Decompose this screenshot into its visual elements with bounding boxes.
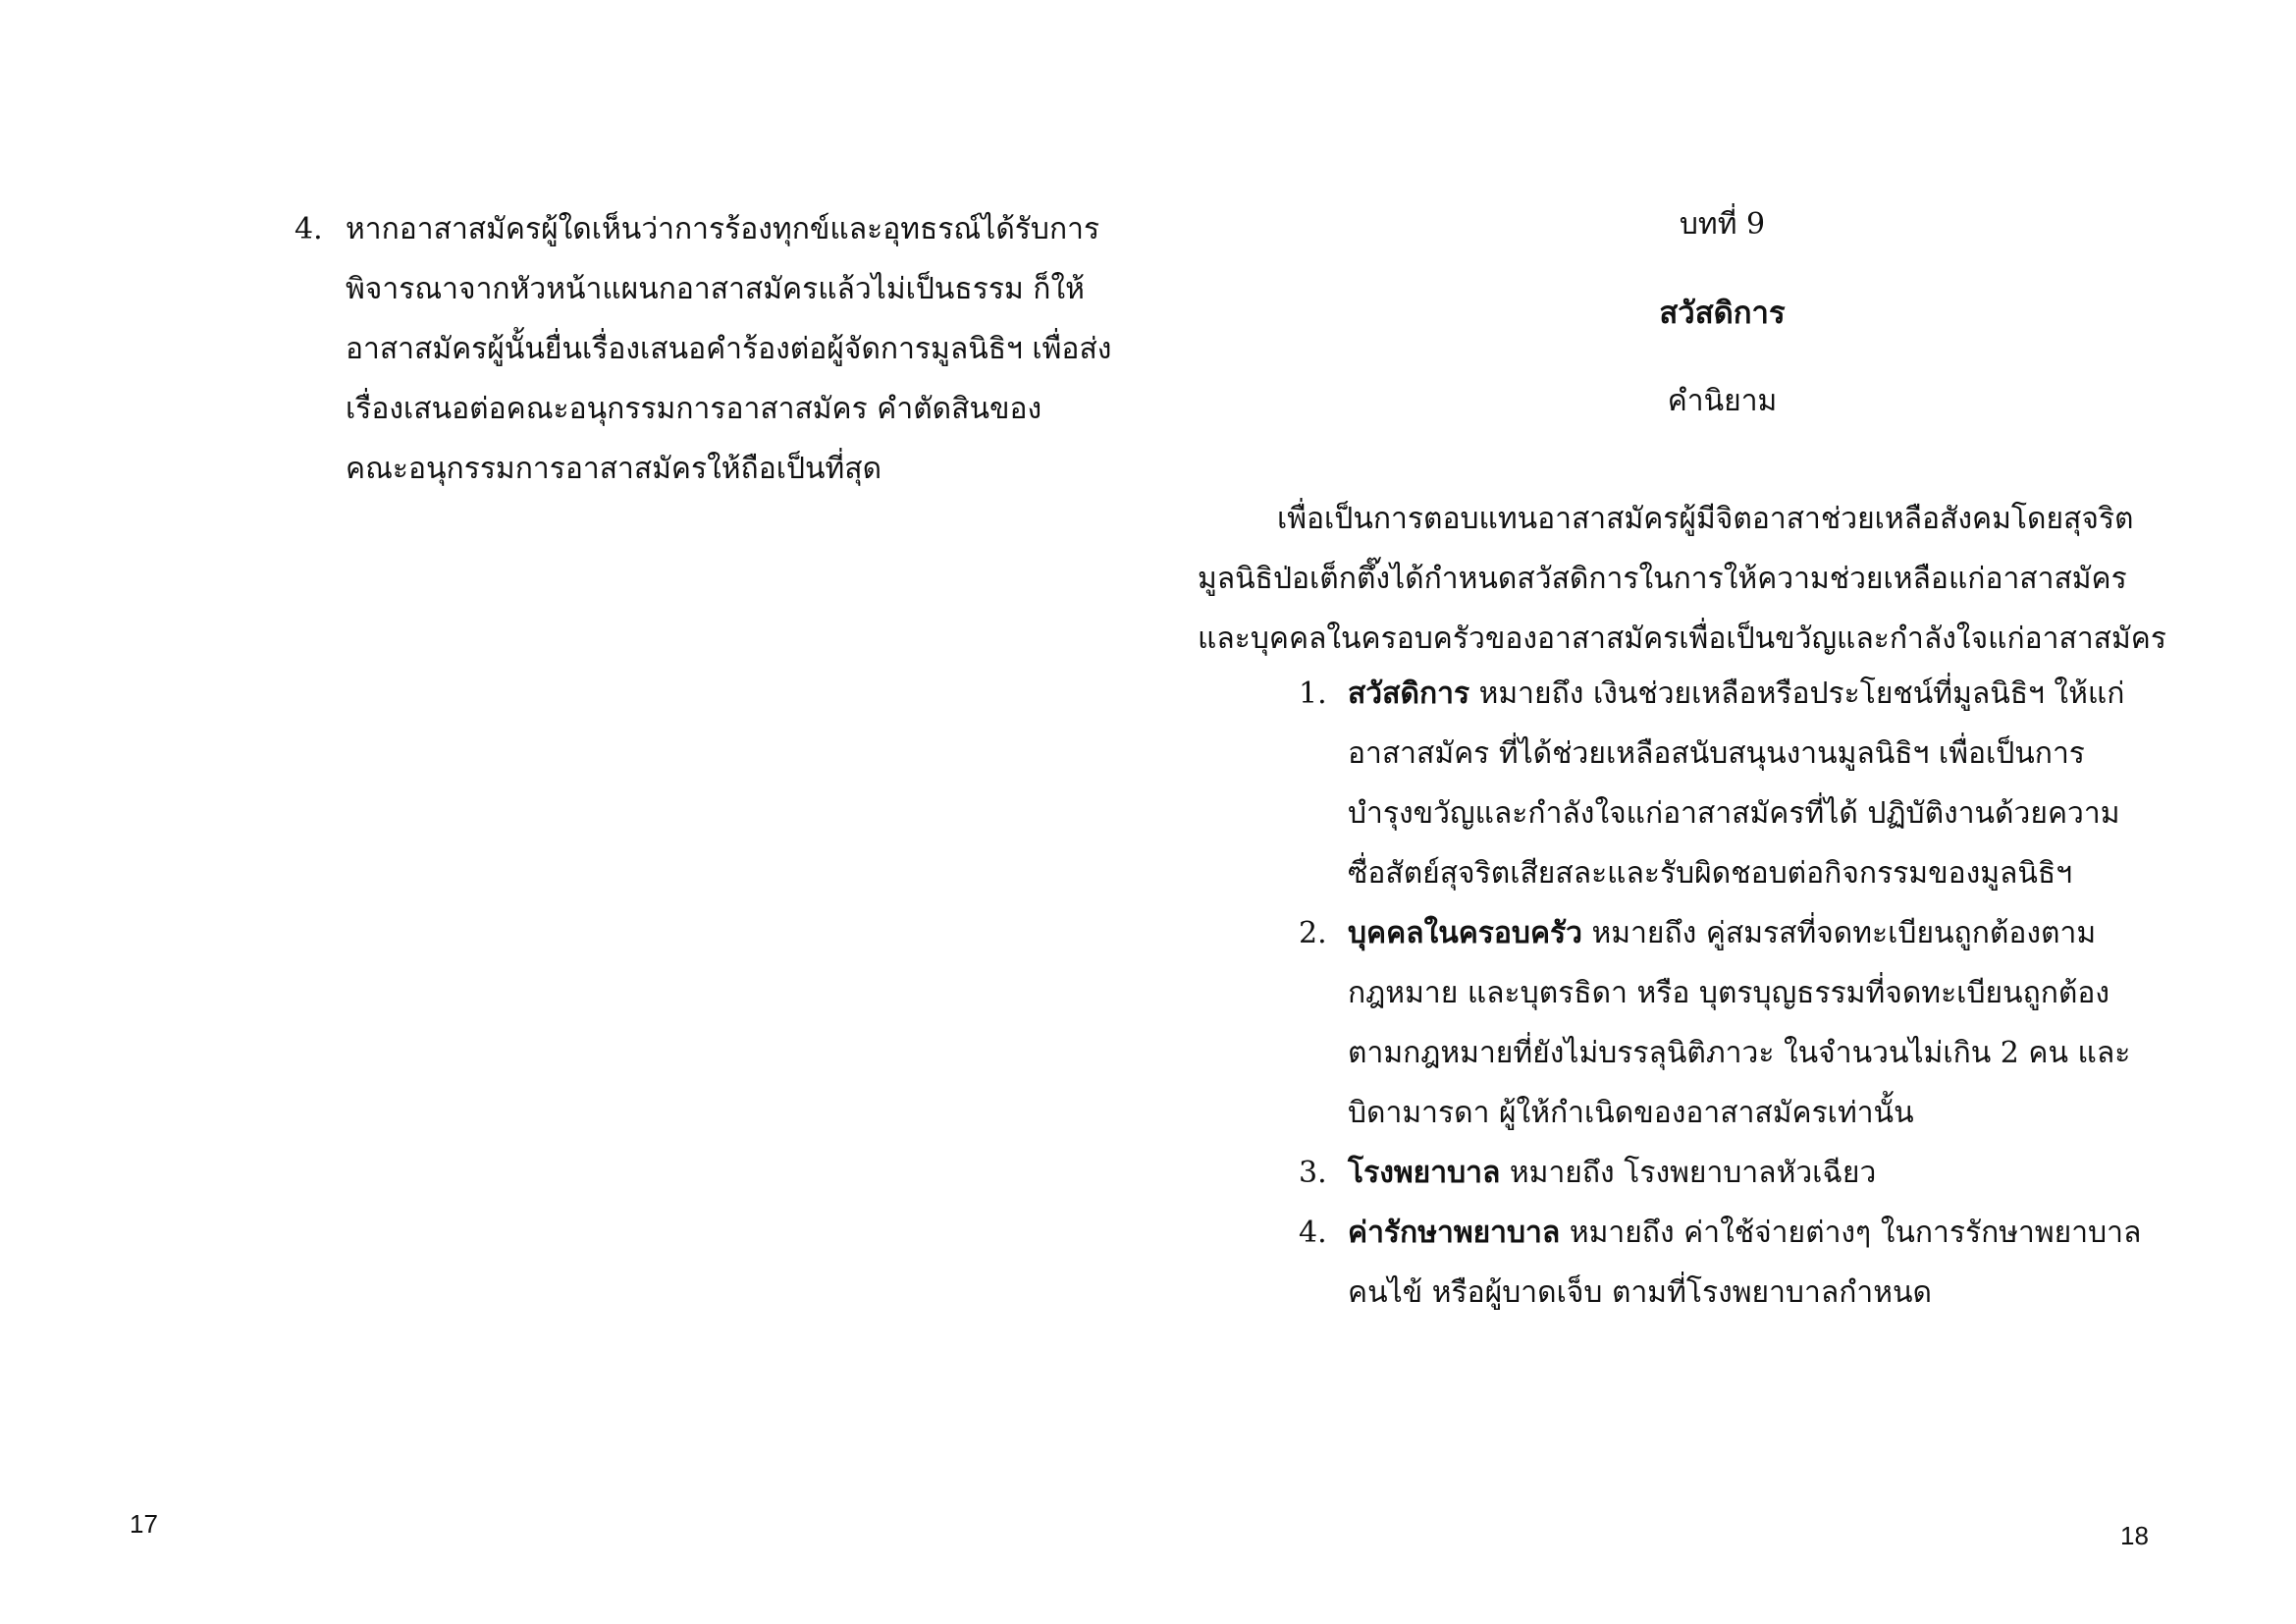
- definition-first-line: [1348, 1203, 2261, 1263]
- definition-line: ซื่อสัตย์สุจริตเสียสละและรับผิดชอบต่อกิจกรรมของมูลนิธิฯ: [1348, 856, 2073, 891]
- definition-line: บำรุงขวัญและกำลังใจแก่อาสาสมัครที่ได้ ปฏิบัติงานด้วยความ: [1348, 796, 2120, 831]
- item-number: 4.: [294, 212, 323, 246]
- chapter-heading: บทที่ 9: [1679, 207, 1766, 242]
- item-line: คณะอนุกรรมการอาสาสมัครให้ถือเป็นที่สุด: [346, 452, 882, 486]
- definition-term: โรงพยาบาล: [1348, 1156, 1501, 1190]
- intro-paragraph: [1198, 489, 2277, 669]
- definition-number: 4.: [1299, 1216, 1327, 1250]
- definition-number: 2.: [1299, 916, 1327, 950]
- definition-item: [1299, 664, 2261, 903]
- right-page: [1148, 0, 2296, 1624]
- definition-text: หมายถึง เงินช่วยเหลือหรือประโยชน์ที่มูลนิธิฯ ให้แก่: [1469, 677, 2125, 711]
- definition-item: [1299, 903, 2261, 1143]
- item-line: อาสาสมัครผู้นั้นยื่นเรื่องเสนอคำร้องต่อผู้จัดการมูลนิธิฯ เพื่อส่ง: [346, 332, 1112, 366]
- page-number-right: 18: [2120, 1521, 2149, 1550]
- definition-line: คนไข้ หรือผู้บาดเจ็บ ตามที่โรงพยาบาลกำหนด: [1348, 1275, 1932, 1310]
- definition-item: [1299, 1203, 2261, 1323]
- definition-term: ค่ารักษาพยาบาล: [1348, 1216, 1561, 1250]
- definition-first-line: [1348, 1143, 2261, 1203]
- definition-text: หมายถึง โรงพยาบาลหัวเฉียว: [1500, 1156, 1877, 1190]
- intro-line: มูลนิธิป่อเต็กตึ๊งได้กำหนดสวัสดิการในการให้ความช่วยเหลือแก่อาสาสมัคร: [1198, 562, 2127, 596]
- definition-line: อาสาสมัคร ที่ได้ช่วยเหลือสนับสนุนงานมูลนิธิฯ เพื่อเป็นการ: [1348, 736, 2085, 771]
- definition-line: บิดามารดา ผู้ให้กำเนิดของอาสาสมัครเท่านั้น: [1348, 1096, 1914, 1130]
- item-line: หากอาสาสมัครผู้ใดเห็นว่าการร้องทุกข์และอุทธรณ์ได้รับการ: [346, 212, 1100, 246]
- section-subtitle: คำนิยาม: [1667, 384, 1778, 418]
- item-text: [346, 199, 1150, 499]
- definition-line: กฎหมาย และบุตรธิดา หรือ บุตรบุญธรรมที่จดทะเบียนถูกต้อง: [1348, 976, 2110, 1010]
- definition-line: ตามกฎหมายที่ยังไม่บรรลุนิติภาวะ ในจำนวนไม่เกิน 2 คน และ: [1348, 1036, 2131, 1070]
- chapter-title: สวัสดิการ: [1659, 296, 1786, 331]
- intro-line: และบุคคลในครอบครัวของอาสาสมัครเพื่อเป็นขวัญและกำลังใจแก่อาสาสมัคร: [1198, 622, 2166, 656]
- definition-term: สวัสดิการ: [1348, 677, 1470, 711]
- definition-first-line: [1348, 903, 2261, 963]
- definition-number: 1.: [1299, 677, 1327, 711]
- item-line: พิจารณาจากหัวหน้าแผนกอาสาสมัครแล้วไม่เป็นธรรม ก็ให้: [346, 272, 1085, 306]
- definition-first-line: [1348, 664, 2261, 724]
- intro-line: เพื่อเป็นการตอบแทนอาสาสมัครผู้มีจิตอาสาช่วยเหลือสังคมโดยสุจริต: [1277, 502, 2134, 536]
- definition-item: [1299, 1143, 2261, 1203]
- item-line: เรื่องเสนอต่อคณะอนุกรรมการอาสาสมัคร คำตัดสินของ: [346, 392, 1042, 426]
- definition-number: 3.: [1299, 1156, 1327, 1190]
- definitions-list: [1299, 664, 2261, 1323]
- definition-text: หมายถึง คู่สมรสที่จดทะเบียนถูกต้องตาม: [1582, 916, 2097, 950]
- definition-text: หมายถึง ค่าใช้จ่ายต่างๆ ในการรักษาพยาบาล: [1560, 1216, 2142, 1250]
- page-number-left: 17: [130, 1509, 158, 1539]
- definition-term: บุคคลในครอบครัว: [1348, 916, 1582, 950]
